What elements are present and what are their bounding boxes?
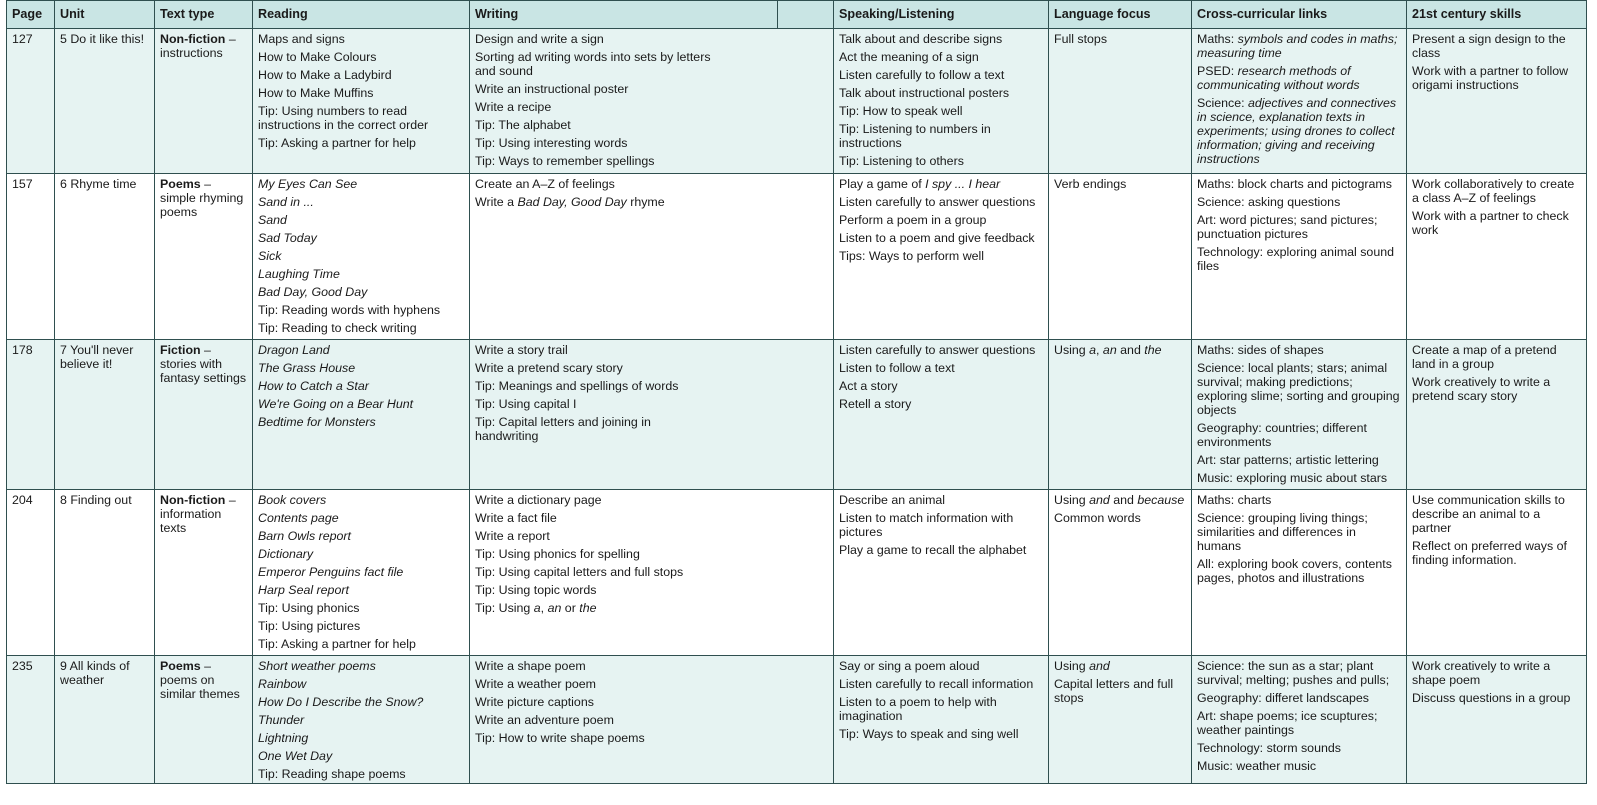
cell-cross-curricular: Maths: block charts and pictograms Science: asking questions Art: word pictures; sand pictures; punctuation pictures Technology: exploring animal sound files: [1192, 174, 1407, 340]
header-page: Page: [7, 1, 55, 29]
header-writing: Writing: [470, 1, 778, 29]
cell-page: 204: [7, 490, 55, 656]
table-row: [7, 174, 1587, 340]
table-row: [7, 490, 1587, 656]
cell-speaking: Listen carefully to answer questions Listen to follow a text Act a story Retell a story: [834, 340, 1049, 490]
table-row: [7, 340, 1587, 490]
cell-speaking: Describe an animal Listen to match information with pictures Play a game to recall the alphabet: [834, 490, 1049, 656]
cell-text-type: Poems – poems on similar themes: [155, 656, 253, 784]
cell-language: Using and Capital letters and full stops: [1049, 656, 1192, 784]
cell-text-type: Non-fiction – instructions: [155, 29, 253, 174]
header-speaking-listening: Speaking/Listening: [834, 1, 1049, 29]
cell-unit: 8 Finding out: [55, 490, 155, 656]
cell-cross-curricular: Maths: charts Science: grouping living things; similarities and differences in humans All: exploring book covers, contents pages, photos and illustrations: [1192, 490, 1407, 656]
cell-reading: Dragon Land The Grass House How to Catch a Star We're Going on a Bear Hunt Bedtime for Monsters: [253, 340, 470, 490]
cell-cross-curricular: Maths: sides of shapes Science: local plants; stars; animal survival; making predictions; exploring slime; sorting and grouping objects Geography: countries; different environments Art: star patterns; artistic lettering Music: exploring music about stars: [1192, 340, 1407, 490]
cell-reading: My Eyes Can See Sand in ... Sand Sad Today Sick Laughing Time Bad Day, Good Day Tip: Reading words with hyphens Tip: Reading to check writing: [253, 174, 470, 340]
curriculum-table: [6, 0, 1587, 784]
cell-cross-curricular: Maths: symbols and codes in maths; measuring time PSED: research methods of communicating without words Science: adjectives and connectives in science, explanation texts in experiments; using drones to collect information; giving and receiving instructions: [1192, 29, 1407, 174]
cell-unit: 7 You'll never believe it!: [55, 340, 155, 490]
header-language-focus: Language focus: [1049, 1, 1192, 29]
cell-speaking: Play a game of I spy ... I hear Listen carefully to answer questions Perform a poem in a group Listen to a poem and give feedback Tips: Ways to perform well: [834, 174, 1049, 340]
header-unit: Unit: [55, 1, 155, 29]
cell-writing: Write a shape poem Write a weather poem Write picture captions Write an adventure poem Tip: How to write shape poems: [470, 656, 834, 784]
header-cross-curricular: Cross-curricular links: [1192, 1, 1407, 29]
cell-cross-curricular: Science: the sun as a star; plant survival; melting; pushes and pulls; Geography: differet landscapes Art: shape poems; ice scuptures; weather paintings Technology: storm sounds Music: weather music: [1192, 656, 1407, 784]
cell-unit: 6 Rhyme time: [55, 174, 155, 340]
cell-language: Verb endings: [1049, 174, 1192, 340]
cell-reading: Book covers Contents page Barn Owls report Dictionary Emperor Penguins fact file Harp Seal report Tip: Using phonics Tip: Using pictures Tip: Asking a partner for help: [253, 490, 470, 656]
cell-writing: Write a story trail Write a pretend scary story Tip: Meanings and spellings of words Tip: Using capital I Tip: Capital letters and joining in handwriting: [470, 340, 834, 490]
cell-unit: 9 All kinds of weather: [55, 656, 155, 784]
cell-writing: Write a dictionary page Write a fact file Write a report Tip: Using phonics for spelling Tip: Using capital letters and full stops Tip: Using topic words Tip: Using a, an or the: [470, 490, 834, 656]
table-row: [7, 656, 1587, 784]
cell-speaking: Talk about and describe signs Act the meaning of a sign Listen carefully to follow a text Talk about instructional posters Tip: How to speak well Tip: Listening to numbers in instructions Tip: Listening to others: [834, 29, 1049, 174]
cell-speaking: Say or sing a poem aloud Listen carefully to recall information Listen to a poem to help with imagination Tip: Ways to speak and sing well: [834, 656, 1049, 784]
cell-reading: Short weather poems Rainbow How Do I Describe the Snow? Thunder Lightning One Wet Day Tip: Reading shape poems: [253, 656, 470, 784]
table-row: [7, 29, 1587, 174]
cell-text-type: Fiction – stories with fantasy settings: [155, 340, 253, 490]
header-text-type: Text type: [155, 1, 253, 29]
cell-unit: 5 Do it like this!: [55, 29, 155, 174]
cell-text-type: Non-fiction – information texts: [155, 490, 253, 656]
cell-page: 157: [7, 174, 55, 340]
header-row: [7, 1, 1587, 29]
header-21st-century-skills: 21st century skills: [1407, 1, 1587, 29]
cell-skills: Work collaboratively to create a class A–Z of feelings Work with a partner to check work: [1407, 174, 1587, 340]
cell-writing: Create an A–Z of feelings Write a Bad Day, Good Day rhyme: [470, 174, 834, 340]
cell-page: 127: [7, 29, 55, 174]
cell-language: Full stops: [1049, 29, 1192, 174]
cell-reading: Maps and signs How to Make Colours How to Make a Ladybird How to Make Muffins Tip: Using numbers to read instructions in the correct order Tip: Asking a partner for help: [253, 29, 470, 174]
cell-skills: Use communication skills to describe an animal to a partner Reflect on preferred ways of finding information.: [1407, 490, 1587, 656]
header-reading: Reading: [253, 1, 470, 29]
cell-language: Using a, an and the: [1049, 340, 1192, 490]
cell-writing: Design and write a sign Sorting ad writing words into sets by letters and sound Write an instructional poster Write a recipe Tip: The alphabet Tip: Using interesting words Tip: Ways to remember spellings: [470, 29, 834, 174]
cell-language: Using and and because Common words: [1049, 490, 1192, 656]
cell-page: 178: [7, 340, 55, 490]
cell-text-type: Poems – simple rhyming poems: [155, 174, 253, 340]
header-spacer: [778, 1, 834, 29]
cell-page: 235: [7, 656, 55, 784]
cell-skills: Create a map of a pretend land in a group Work creatively to write a pretend scary story: [1407, 340, 1587, 490]
cell-skills: Present a sign design to the class Work with a partner to follow origami instructions: [1407, 29, 1587, 174]
cell-skills: Work creatively to write a shape poem Discuss questions in a group: [1407, 656, 1587, 784]
